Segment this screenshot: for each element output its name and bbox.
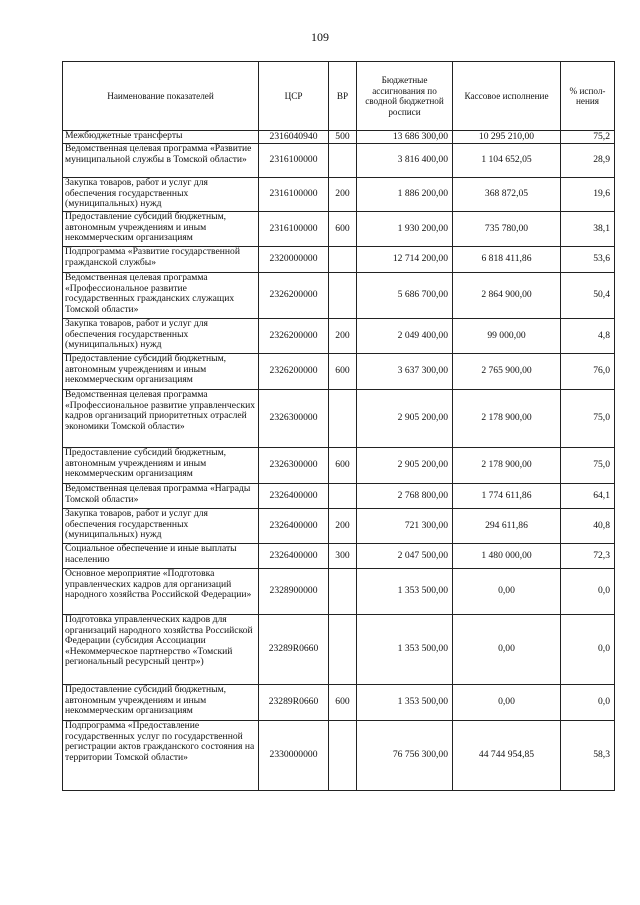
cell-vr: 600 (329, 354, 357, 390)
cell-csr: 2326200000 (259, 354, 329, 390)
table-row (63, 448, 615, 484)
cell-csr: 2316100000 (259, 178, 329, 212)
cell-cash-execution: 735 780,00 (453, 212, 561, 247)
cell-cash-execution: 0,00 (453, 685, 561, 721)
cell-name: Ведомственная целевая программа «Развитие муниципальной службы в Томской области» (63, 144, 259, 178)
cell-vr: 200 (329, 178, 357, 212)
cell-cash-execution: 6 818 411,86 (453, 247, 561, 273)
cell-name: Предоставление субсидий бюджетным, автономным учреждениям и иным некоммерческим организациям (63, 212, 259, 247)
cell-csr: 2326400000 (259, 544, 329, 569)
cell-execution-percent: 76,0 (561, 354, 615, 390)
page-number: 109 (311, 30, 329, 44)
cell-execution-percent: 75,2 (561, 131, 615, 144)
cell-cash-execution: 10 295 210,00 (453, 131, 561, 144)
header-csr: ЦСР (259, 62, 329, 131)
cell-execution-percent: 75,0 (561, 390, 615, 448)
cell-cash-execution: 1 774 611,86 (453, 484, 561, 509)
table-header-row (63, 62, 615, 131)
cell-assignments: 1 353 500,00 (357, 569, 453, 615)
cell-assignments: 1 353 500,00 (357, 685, 453, 721)
cell-name: Подпрограмма «Предоставление государственных услуг по государственной регистрации актов гражданского состояния на территории Томской области» (63, 721, 259, 791)
cell-cash-execution: 368 872,05 (453, 178, 561, 212)
cell-name: Подпрограмма «Развитие государственной гражданской службы» (63, 247, 259, 273)
cell-assignments: 12 714 200,00 (357, 247, 453, 273)
cell-csr: 2326200000 (259, 273, 329, 319)
cell-cash-execution: 1 480 000,00 (453, 544, 561, 569)
cell-csr: 2326300000 (259, 390, 329, 448)
cell-cash-execution: 2 765 900,00 (453, 354, 561, 390)
table-row (63, 247, 615, 273)
cell-execution-percent: 72,3 (561, 544, 615, 569)
cell-execution-percent: 0,0 (561, 685, 615, 721)
cell-csr: 2320000000 (259, 247, 329, 273)
cell-vr: 300 (329, 544, 357, 569)
cell-csr: 2326300000 (259, 448, 329, 484)
cell-csr: 23289R0660 (259, 685, 329, 721)
header-assignments: Бюджетные ассигнования по сводной бюджетной росписи (357, 62, 453, 131)
table-row (63, 131, 615, 144)
cell-vr (329, 273, 357, 319)
cell-csr: 2330000000 (259, 721, 329, 791)
cell-assignments: 1 886 200,00 (357, 178, 453, 212)
cell-csr: 2326400000 (259, 484, 329, 509)
table-row (63, 178, 615, 212)
cell-execution-percent: 4,8 (561, 319, 615, 354)
cell-name: Социальное обеспечение и иные выплаты населению (63, 544, 259, 569)
cell-assignments: 2 049 400,00 (357, 319, 453, 354)
cell-cash-execution: 2 864 900,00 (453, 273, 561, 319)
cell-assignments: 2 047 500,00 (357, 544, 453, 569)
table-row (63, 569, 615, 615)
cell-assignments: 13 686 300,00 (357, 131, 453, 144)
table-row (63, 544, 615, 569)
cell-name: Ведомственная целевая программа «Награды Томской области» (63, 484, 259, 509)
cell-vr (329, 247, 357, 273)
cell-assignments: 1 930 200,00 (357, 212, 453, 247)
cell-execution-percent: 38,1 (561, 212, 615, 247)
table-row (63, 615, 615, 685)
cell-name: Подготовка управленческих кадров для организаций народного хозяйства Российской Федерации (субсидия Ассоциации «Некоммерческое партнерство «Томский региональный ресурсный центр») (63, 615, 259, 685)
cell-execution-percent: 40,8 (561, 509, 615, 544)
cell-vr: 500 (329, 131, 357, 144)
header-name: Наименование показателей (63, 62, 259, 131)
cell-csr: 2326400000 (259, 509, 329, 544)
cell-name: Предоставление субсидий бюджетным, автономным учреждениям и иным некоммерческим организациям (63, 354, 259, 390)
cell-cash-execution: 99 000,00 (453, 319, 561, 354)
cell-assignments: 2 768 800,00 (357, 484, 453, 509)
cell-assignments: 3 637 300,00 (357, 354, 453, 390)
cell-assignments: 1 353 500,00 (357, 615, 453, 685)
cell-vr: 200 (329, 319, 357, 354)
cell-vr (329, 390, 357, 448)
cell-name: Закупка товаров, работ и услуг для обеспечения государственных (муниципальных) нужд (63, 509, 259, 544)
cell-vr (329, 484, 357, 509)
table-row (63, 144, 615, 178)
cell-name: Межбюджетные трансферты (63, 131, 259, 144)
cell-vr (329, 144, 357, 178)
cell-cash-execution: 2 178 900,00 (453, 390, 561, 448)
cell-csr: 2316100000 (259, 144, 329, 178)
cell-cash-execution: 0,00 (453, 615, 561, 685)
cell-name: Предоставление субсидий бюджетным, автономным учреждениям и иным некоммерческим организациям (63, 448, 259, 484)
cell-assignments: 5 686 700,00 (357, 273, 453, 319)
cell-csr: 2328900000 (259, 569, 329, 615)
cell-assignments: 2 905 200,00 (357, 390, 453, 448)
cell-execution-percent: 50,4 (561, 273, 615, 319)
table-row (63, 273, 615, 319)
cell-execution-percent: 53,6 (561, 247, 615, 273)
cell-csr: 2316100000 (259, 212, 329, 247)
cell-name: Ведомственная целевая программа «Профессиональное развитие управленческих кадров организаций приоритетных отраслей экономики Томской области» (63, 390, 259, 448)
cell-name: Закупка товаров, работ и услуг для обеспечения государственных (муниципальных) нужд (63, 178, 259, 212)
cell-execution-percent: 0,0 (561, 615, 615, 685)
table-row (63, 212, 615, 247)
cell-vr: 600 (329, 685, 357, 721)
cell-execution-percent: 0,0 (561, 569, 615, 615)
cell-assignments: 76 756 300,00 (357, 721, 453, 791)
header-vr: ВР (329, 62, 357, 131)
header-cash-execution: Кассовое исполнение (453, 62, 561, 131)
table-row (63, 509, 615, 544)
cell-vr (329, 615, 357, 685)
cell-assignments: 721 300,00 (357, 509, 453, 544)
cell-name: Закупка товаров, работ и услуг для обеспечения государственных (муниципальных) нужд (63, 319, 259, 354)
cell-assignments: 2 905 200,00 (357, 448, 453, 484)
cell-name: Основное мероприятие «Подготовка управленческих кадров для организаций народного хозяйства Российской Федерации» (63, 569, 259, 615)
cell-csr: 23289R0660 (259, 615, 329, 685)
cell-cash-execution: 44 744 954,85 (453, 721, 561, 791)
budget-execution-table (62, 61, 615, 791)
table-row (63, 354, 615, 390)
cell-cash-execution: 294 611,86 (453, 509, 561, 544)
cell-execution-percent: 64,1 (561, 484, 615, 509)
cell-vr (329, 569, 357, 615)
cell-name: Ведомственная целевая программа «Профессиональное развитие государственных гражданских служащих Томской области» (63, 273, 259, 319)
cell-cash-execution: 2 178 900,00 (453, 448, 561, 484)
cell-assignments: 3 816 400,00 (357, 144, 453, 178)
cell-execution-percent: 58,3 (561, 721, 615, 791)
cell-execution-percent: 28,9 (561, 144, 615, 178)
table-row (63, 484, 615, 509)
cell-vr: 600 (329, 448, 357, 484)
table-row (63, 685, 615, 721)
header-execution-percent: % испол-нения (561, 62, 615, 131)
cell-csr: 2316040940 (259, 131, 329, 144)
cell-vr (329, 721, 357, 791)
cell-execution-percent: 19,6 (561, 178, 615, 212)
cell-name: Предоставление субсидий бюджетным, автономным учреждениям и иным некоммерческим организациям (63, 685, 259, 721)
cell-cash-execution: 0,00 (453, 569, 561, 615)
cell-vr: 600 (329, 212, 357, 247)
table-row (63, 721, 615, 791)
cell-cash-execution: 1 104 652,05 (453, 144, 561, 178)
table-row (63, 319, 615, 354)
cell-execution-percent: 75,0 (561, 448, 615, 484)
cell-csr: 2326200000 (259, 319, 329, 354)
cell-vr: 200 (329, 509, 357, 544)
table-row (63, 390, 615, 448)
